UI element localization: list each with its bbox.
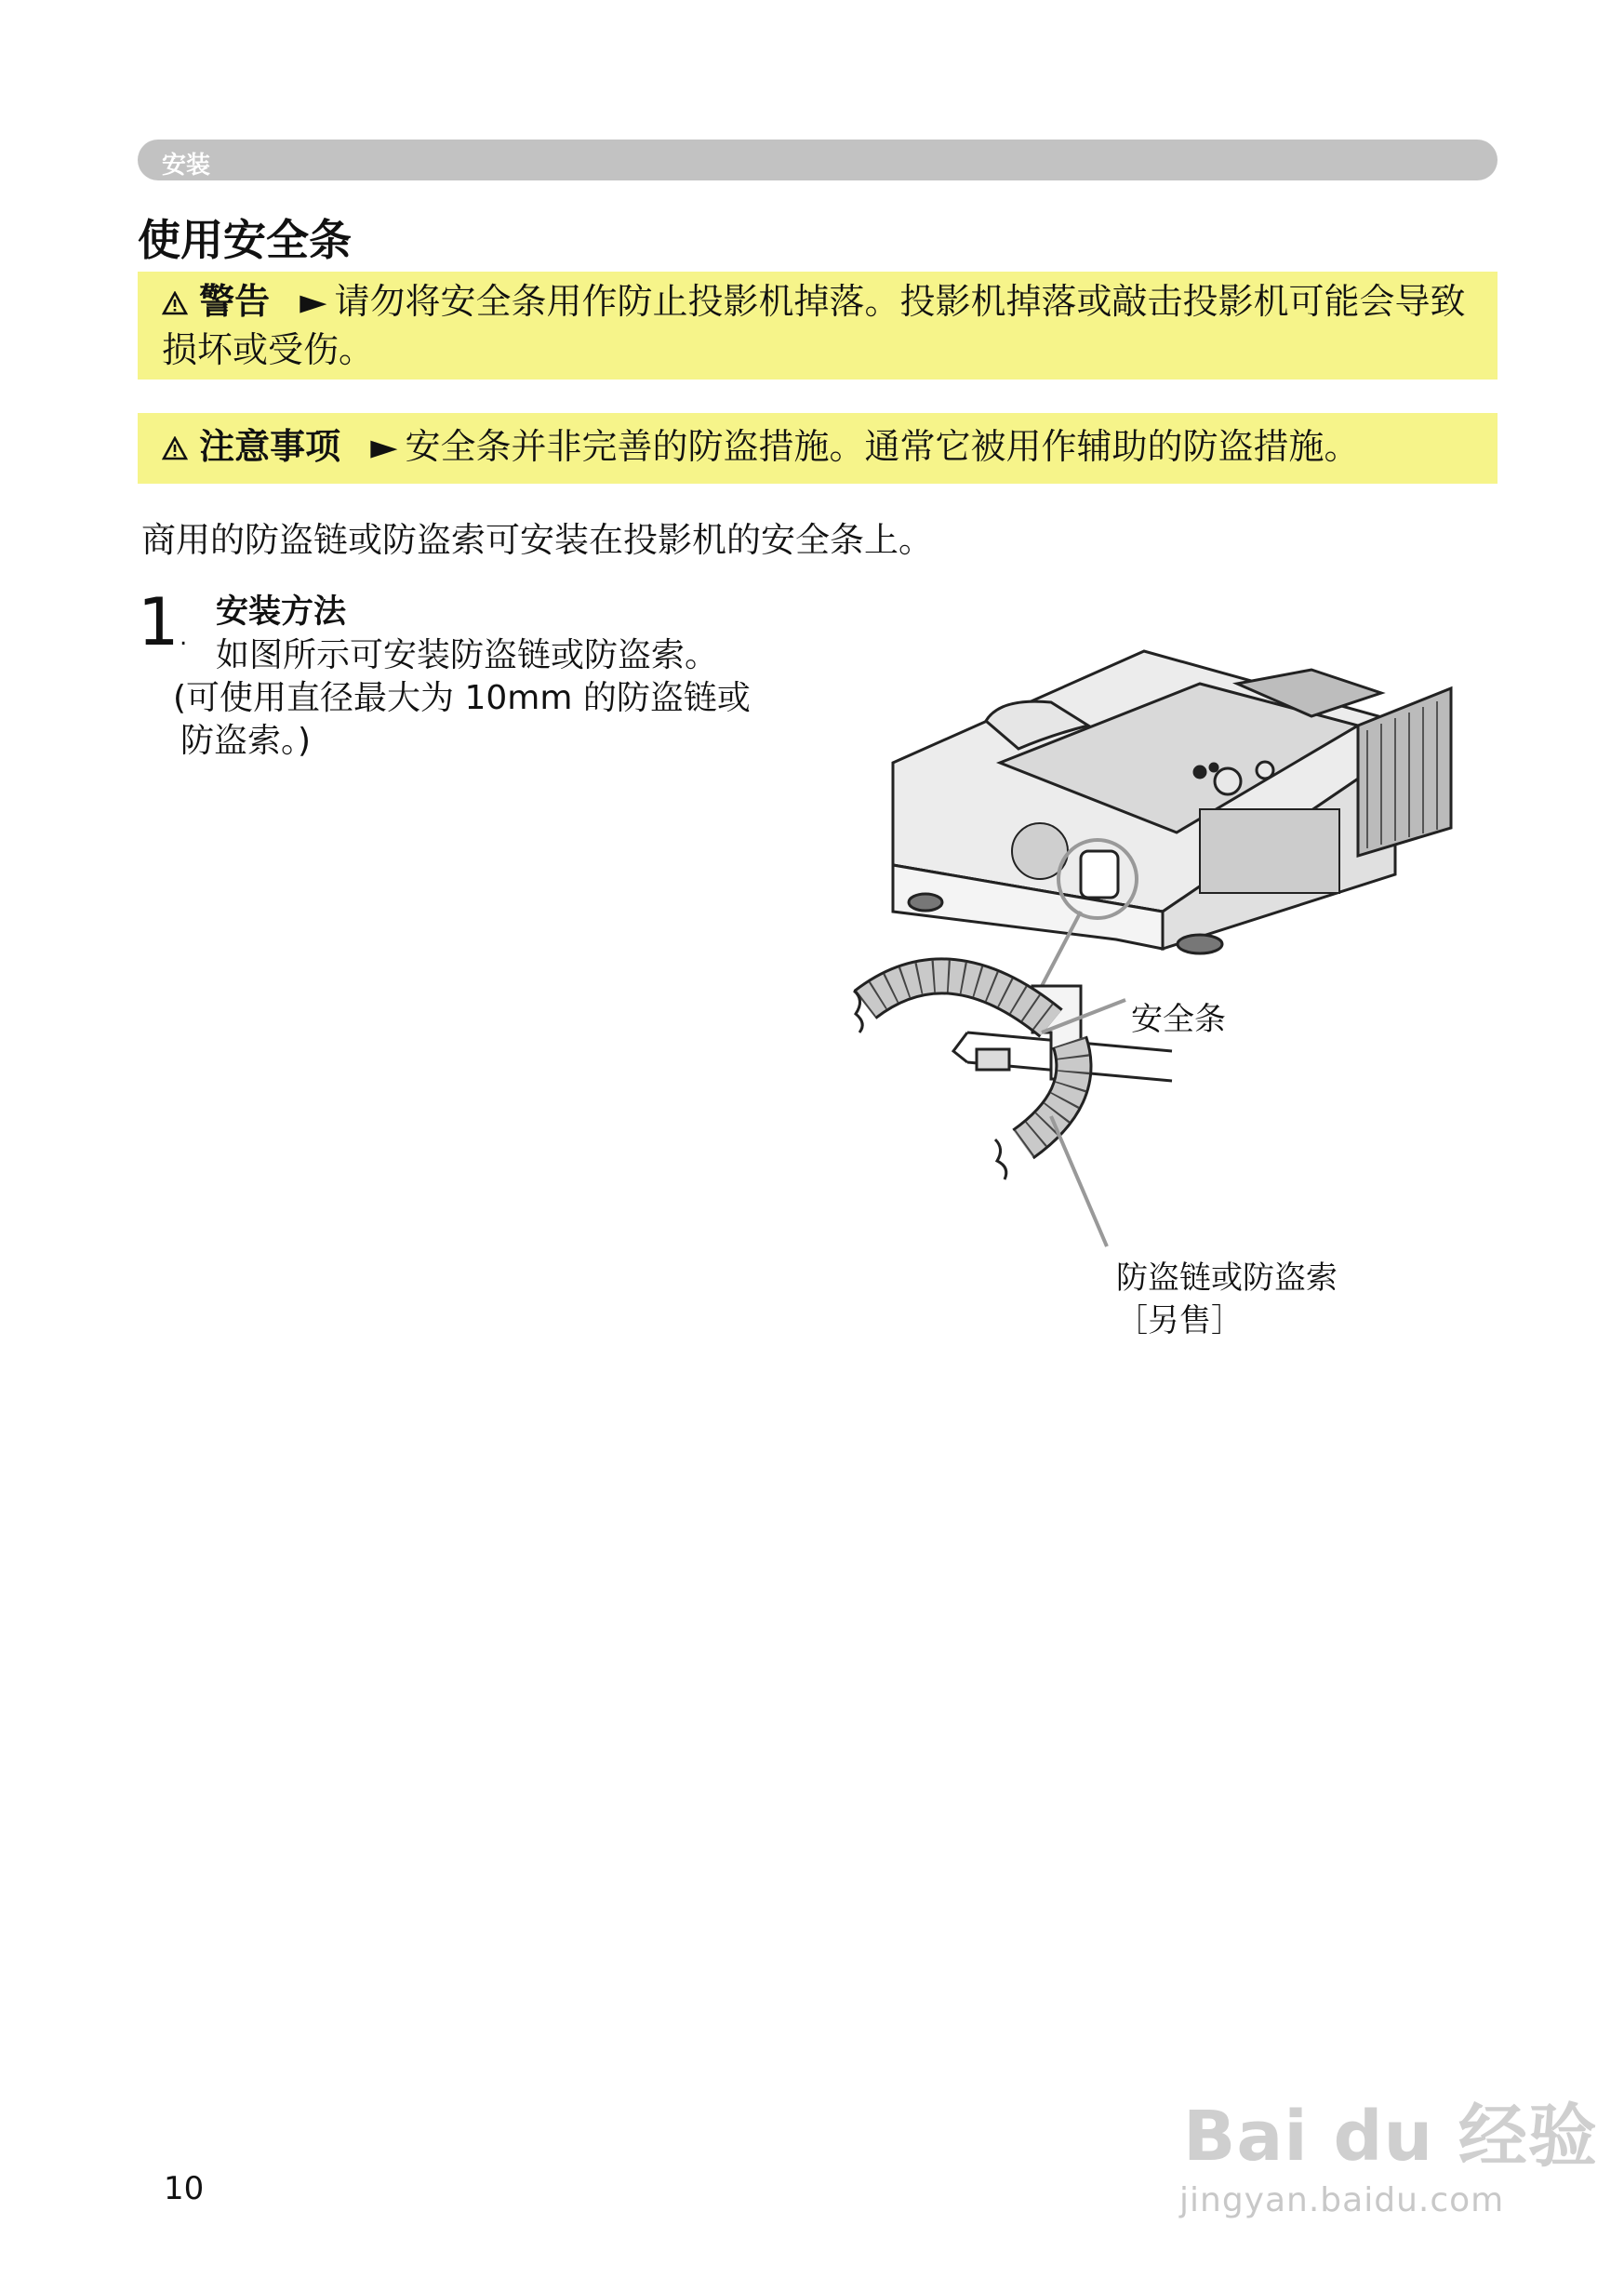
warning-arrow-icon: ►	[300, 281, 327, 322]
warning-content	[162, 277, 1479, 374]
warning-box	[138, 272, 1498, 380]
step-number: 1	[138, 584, 180, 660]
label-security-bar: 安全条	[1131, 1001, 1226, 1038]
page-number: 10	[164, 2170, 205, 2207]
step-text-line3: 防盗索。)	[180, 722, 312, 760]
caution-arrow-icon: ►	[370, 426, 398, 467]
step-text-line1: 如图所示可安装防盗链或防盗索。	[216, 636, 719, 674]
caution-box	[138, 413, 1498, 484]
caution-label: 注意事项	[199, 426, 341, 467]
warning-text: 请勿将安全条用作防止投影机掉落。投影机掉落或敲击投影机可能会导致损坏或受伤。	[162, 281, 1466, 370]
projector-drawing	[893, 651, 1451, 953]
zoom-detail-drawing	[854, 976, 1172, 1179]
label-chain-line2: ［另售］	[1116, 1302, 1243, 1339]
intro-text: 商用的防盗链或防盗索可安装在投影机的安全条上。	[141, 520, 933, 560]
caution-triangle-icon	[162, 436, 188, 460]
watermark-brand: Bai du 经验	[1183, 2097, 1598, 2177]
caution-content	[162, 422, 1479, 471]
step-number-dot: .	[180, 623, 188, 651]
watermark-url: jingyan.baidu.com	[1179, 2181, 1505, 2219]
warning-label: 警告	[199, 281, 271, 322]
label-chain-line1: 防盗链或防盗索	[1116, 1259, 1338, 1297]
step-text-line2: (可使用直径最大为 10mm 的防盗链或	[173, 679, 751, 717]
section-header-bar	[138, 140, 1498, 180]
security-bar-illustration	[837, 633, 1488, 1339]
section-header-label: 安装	[162, 152, 211, 180]
page-title: 使用安全条	[138, 215, 352, 265]
warning-triangle-icon	[162, 291, 188, 315]
step-heading: 安装方法	[216, 593, 347, 631]
caution-text: 安全条并非完善的防盗措施。通常它被用作辅助的防盗措施。	[405, 426, 1360, 467]
